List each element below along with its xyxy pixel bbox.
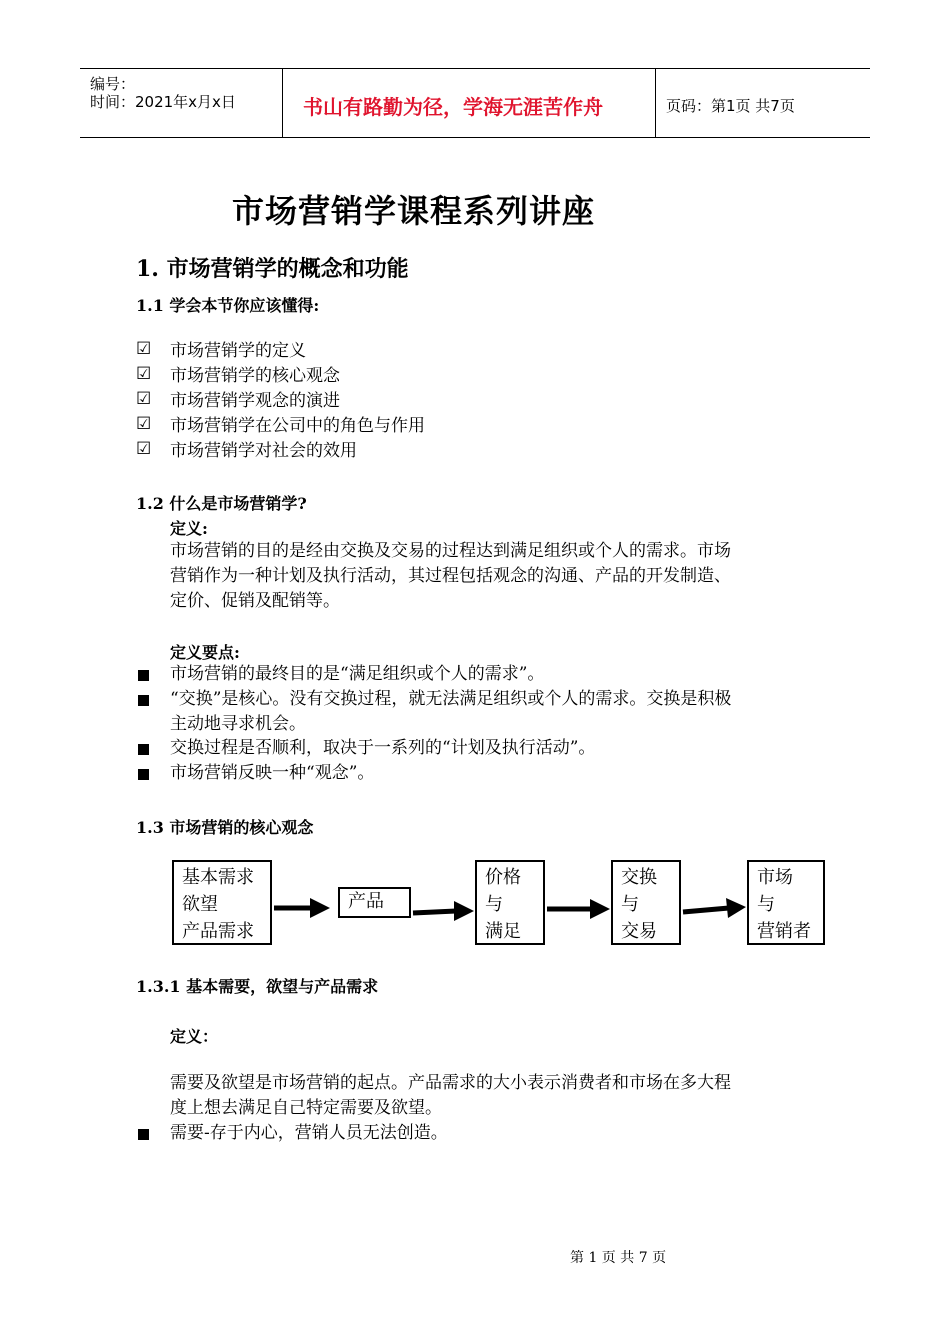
flow-box-line: 与 xyxy=(757,894,775,915)
flow-box-line: 营销者 xyxy=(757,921,811,942)
list-item: 交换过程是否顺利，取决于一系列的“计划及执行活动”。 xyxy=(170,738,596,758)
checkbox-icon: ☑ xyxy=(136,389,152,409)
definition2-line: 需要及欲望是市场营销的起点。产品需求的大小表示消费者和市场在多大程 xyxy=(170,1073,731,1093)
checklist-item: 市场营销学对社会的效用 xyxy=(170,441,357,461)
definition-line: 定价、促销及配销等。 xyxy=(170,591,340,611)
flow-box-line: 基本需求 xyxy=(182,867,254,888)
page-title: 市场营销学课程系列讲座 xyxy=(232,192,596,230)
header-motto: 书山有路勤为径，学海无涯苦作舟 xyxy=(303,95,603,119)
subsection-1-2: 1.2 什么是市场营销学? xyxy=(136,494,307,513)
flow-box-line: 产品 xyxy=(348,891,384,912)
list-item: 市场营销的最终目的是“满足组织或个人的需求”。 xyxy=(170,664,545,684)
checklist-item: 市场营销学的定义 xyxy=(170,341,306,361)
definition-points-label: 定义要点: xyxy=(170,643,240,662)
list-item: 需要-存于内心，营销人员无法创造。 xyxy=(170,1123,448,1143)
flow-box-line: 交易 xyxy=(621,921,657,942)
flow-box-line: 市场 xyxy=(757,867,793,888)
checklist-item: 市场营销学在公司中的角色与作用 xyxy=(170,416,425,436)
list-item-continuation: 主动地寻求机会。 xyxy=(170,714,306,734)
flow-box-line: 欲望 xyxy=(182,894,218,915)
checklist-item: 市场营销学的核心观念 xyxy=(170,366,340,386)
definition-label: 定义: xyxy=(170,519,208,538)
flow-box-line: 交换 xyxy=(621,867,657,888)
subsection-1-1: 1.1 学会本节你应该懂得: xyxy=(136,296,320,315)
definition2-label: 定义： xyxy=(170,1027,219,1046)
checkbox-icon: ☑ xyxy=(136,339,152,359)
header-page-info: 页码：第1页 共7页 xyxy=(666,97,795,115)
flow-box-line: 与 xyxy=(485,894,503,915)
flow-arrow-2 xyxy=(413,901,474,921)
list-item: “交换”是核心。没有交换过程，就无法满足组织或个人的需求。交换是积极 xyxy=(170,689,732,709)
bullet-square-icon xyxy=(138,1129,149,1140)
document-number-label: 编号： xyxy=(90,75,136,93)
definition-line: 市场营销的目的是经由交换及交易的过程达到满足组织或个人的需求。市场 xyxy=(170,541,731,561)
subsection-1-3: 1.3 市场营销的核心观念 xyxy=(136,818,314,837)
definition-line: 营销作为一种计划及执行活动，其过程包括观念的沟通、产品的开发制造、 xyxy=(170,566,731,586)
checkbox-icon: ☑ xyxy=(136,364,152,384)
flow-box-line: 与 xyxy=(621,894,639,915)
checklist-item: 市场营销学观念的演进 xyxy=(170,391,340,411)
list-item: 市场营销反映一种“观念”。 xyxy=(170,763,375,783)
checkbox-icon: ☑ xyxy=(136,439,152,459)
flow-arrow-3 xyxy=(547,899,610,919)
checkbox-icon: ☑ xyxy=(136,414,152,434)
document-time-label: 时间：2021年x月x日 xyxy=(90,93,236,111)
flow-box-line: 产品需求 xyxy=(182,921,254,942)
flow-box-line: 价格 xyxy=(485,867,521,888)
section-heading: 1. 市场营销学的概念和功能 xyxy=(136,256,409,282)
subsection-1-3-1: 1.3.1 基本需要，欲望与产品需求 xyxy=(136,977,379,996)
flow-arrow-1 xyxy=(274,898,330,918)
definition2-line: 度上想去满足自己特定需要及欲望。 xyxy=(170,1098,442,1118)
flow-arrow-4 xyxy=(683,898,746,918)
flow-box-line: 满足 xyxy=(485,921,521,942)
page-footer: 第 1 页 共 7 页 xyxy=(570,1250,667,1266)
